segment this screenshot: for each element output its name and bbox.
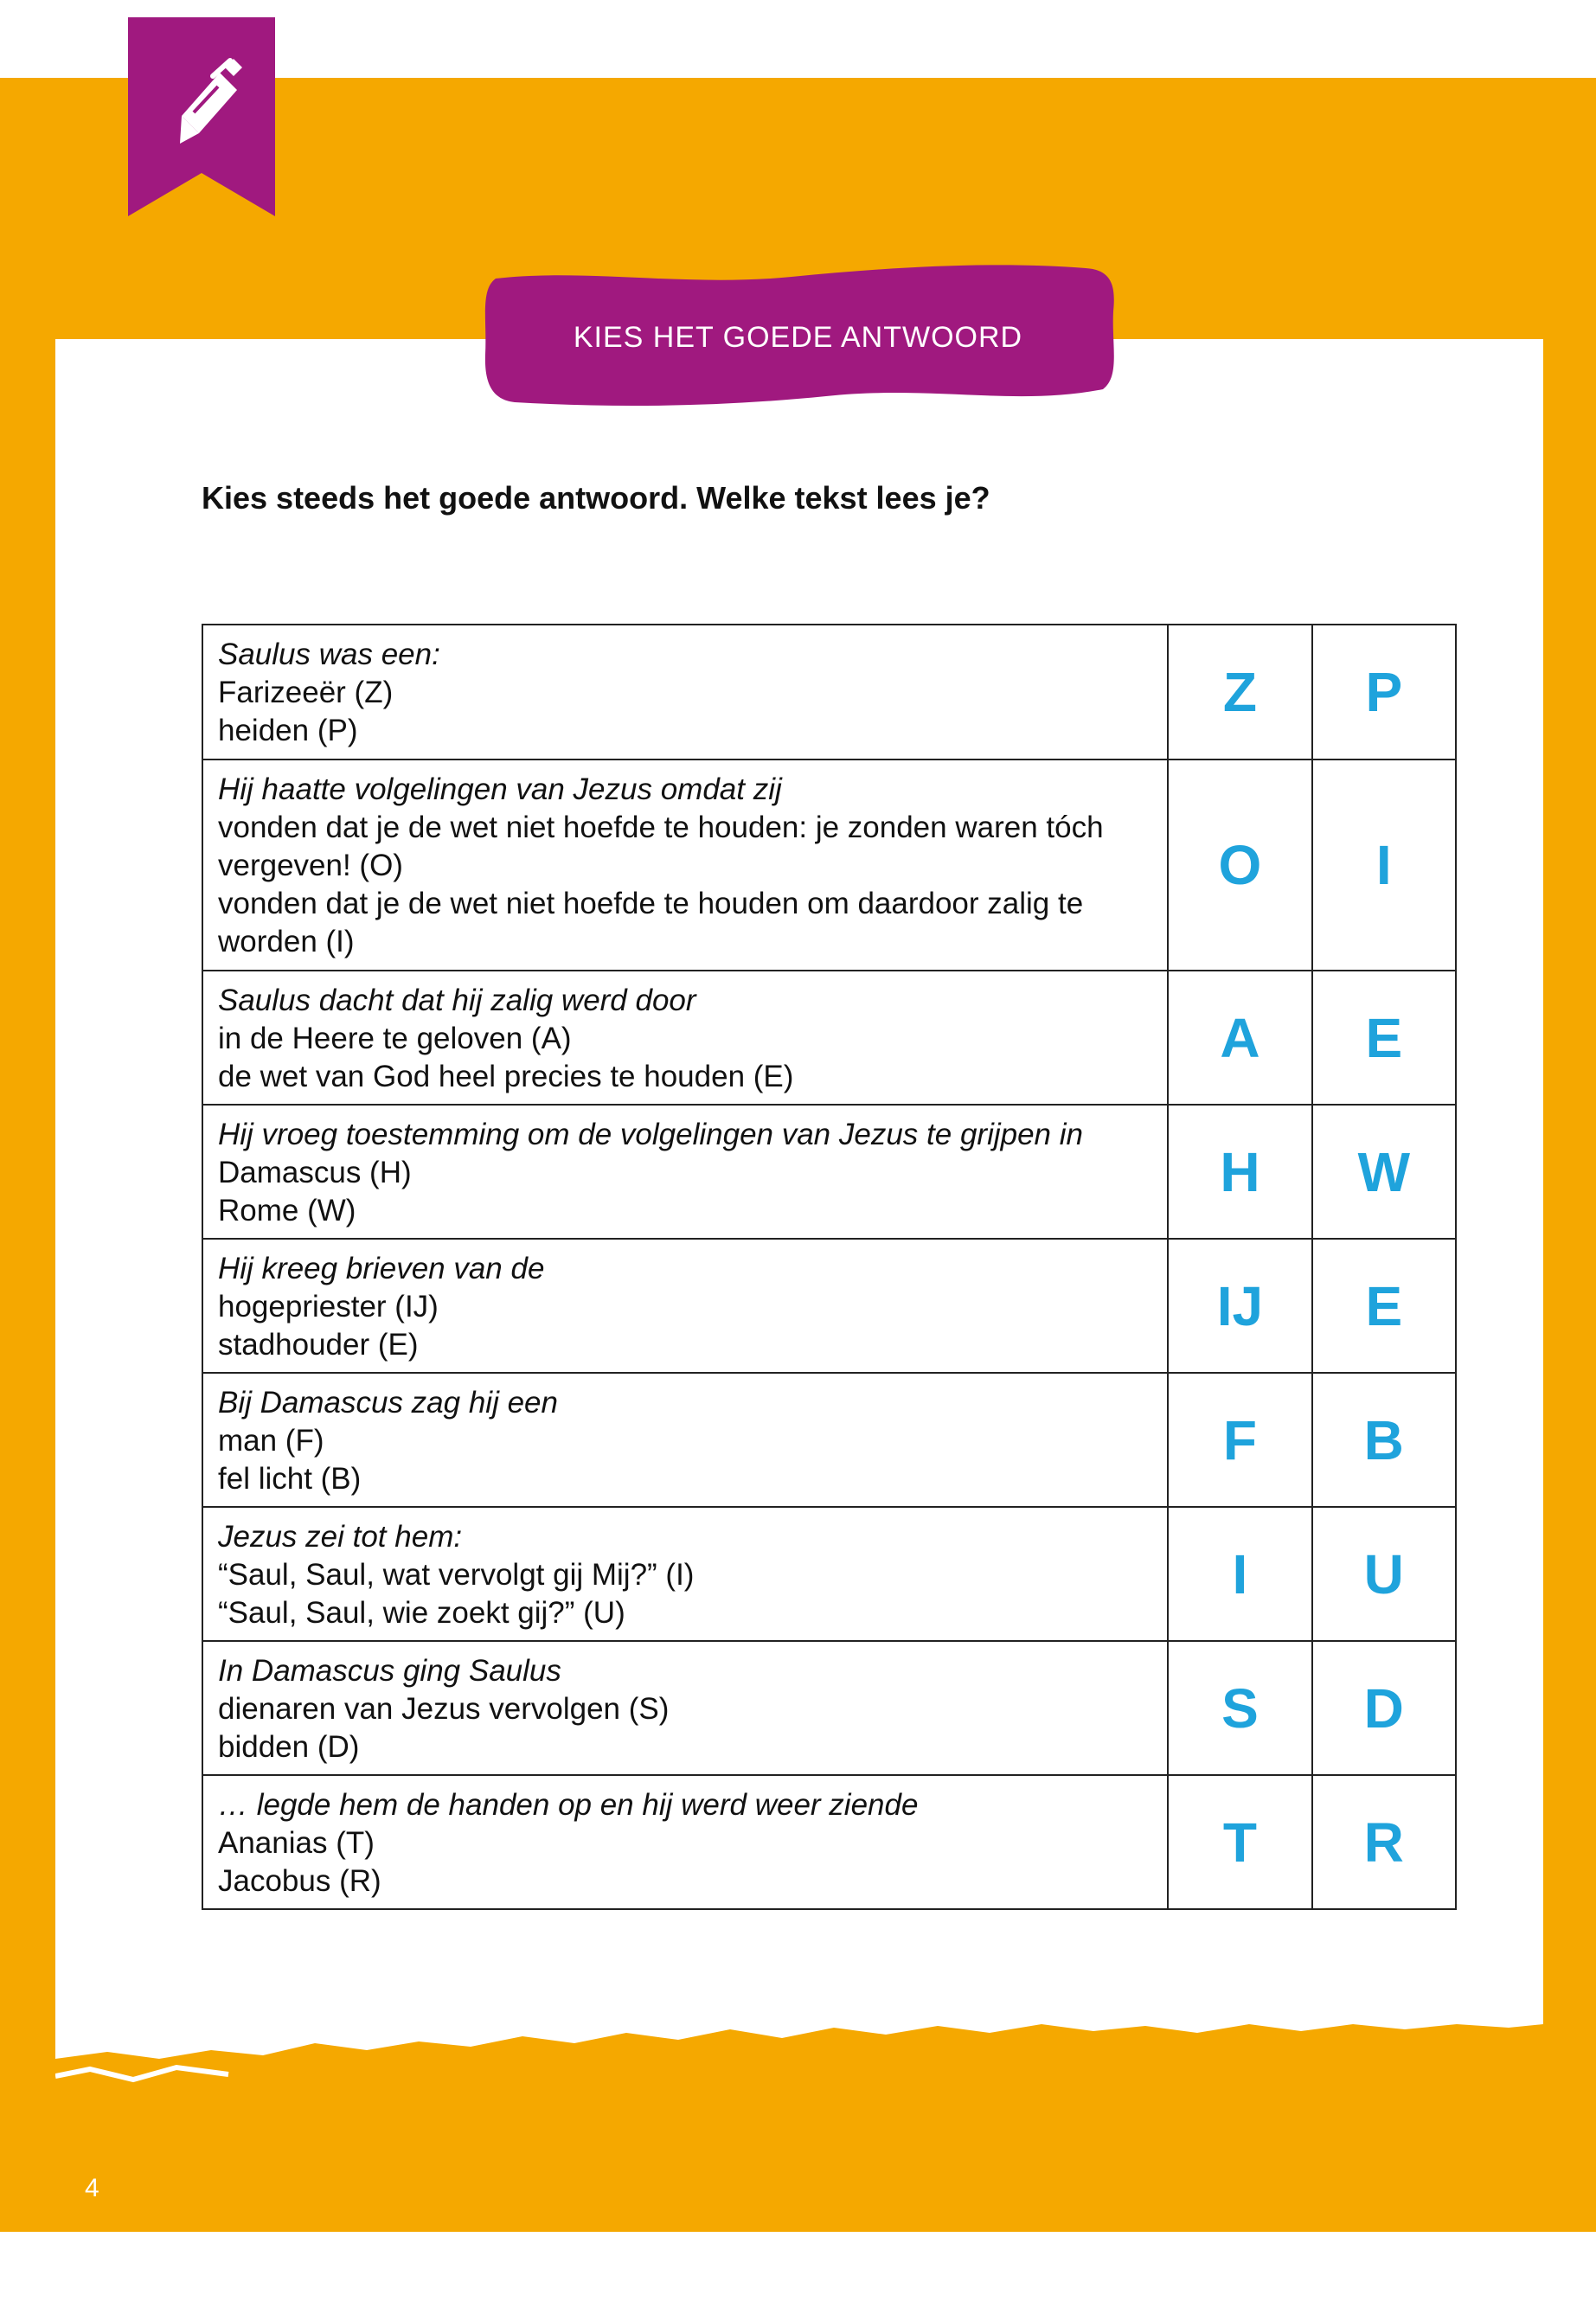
table-row	[202, 625, 1456, 760]
letter-cell: I	[1312, 760, 1456, 971]
answer-option: “Saul, Saul, wat vervolgt gij Mij?” (I)	[218, 1557, 695, 1592]
answer-option: in de Heere te geloven (A)	[218, 1021, 572, 1055]
letter-cell: Z	[1168, 625, 1311, 760]
torn-paper-edge	[55, 2024, 1543, 2180]
instruction-text: Kies steeds het goede antwoord. Welke tekst lees je?	[202, 480, 990, 516]
letter-cell: W	[1312, 1105, 1456, 1239]
letter-cell: F	[1168, 1373, 1311, 1507]
page-number: 4	[85, 2174, 99, 2202]
answer-option: Jacobus (R)	[218, 1863, 381, 1898]
question-prompt: Jezus zei tot hem:	[218, 1519, 463, 1554]
question-prompt: Hij haatte volgelingen van Jezus omdat zij	[218, 772, 782, 806]
answer-option: vonden dat je de wet niet hoefde te houden: je zonden waren tóch vergeven! (O)	[218, 811, 1104, 882]
question-prompt: … legde hem de handen op en hij werd weer ziende	[218, 1787, 919, 1822]
quiz-table	[202, 624, 1457, 1910]
letter-cell: I	[1168, 1507, 1311, 1641]
letter-cell: E	[1312, 1239, 1456, 1373]
question-prompt: Saulus dacht dat hij zalig werd door	[218, 983, 696, 1017]
answer-option: vonden dat je de wet niet hoefde te houden om daardoor zalig te worden (I)	[218, 887, 1084, 958]
question-prompt: Hij kreeg brieven van de	[218, 1251, 545, 1285]
letter-cell: D	[1312, 1641, 1456, 1775]
table-row	[202, 1775, 1456, 1909]
letter-cell: IJ	[1168, 1239, 1311, 1373]
letter-cell: E	[1312, 971, 1456, 1105]
letter-cell: A	[1168, 971, 1311, 1105]
letter-cell: P	[1312, 625, 1456, 760]
question-prompt: Hij vroeg toestemming om de volgelingen van Jezus te grijpen in	[218, 1117, 1083, 1151]
question-prompt: Bij Damascus zag hij een	[218, 1385, 558, 1420]
answer-option: Damascus (H)	[218, 1155, 412, 1189]
answer-option: Farizeeër (Z)	[218, 676, 394, 709]
question-cell	[202, 760, 1168, 971]
question-cell	[202, 625, 1168, 760]
table-row	[202, 1373, 1456, 1507]
banner-title: KIES HET GOEDE ANTWOORD	[573, 320, 1023, 354]
question-prompt: In Damascus ging Saulus	[218, 1653, 561, 1688]
question-cell	[202, 1775, 1168, 1909]
question-cell	[202, 1641, 1168, 1775]
question-cell	[202, 971, 1168, 1105]
table-row	[202, 1105, 1456, 1239]
answer-option: Rome (W)	[218, 1193, 356, 1227]
question-cell	[202, 1507, 1168, 1641]
letter-cell: B	[1312, 1373, 1456, 1507]
table-row	[202, 1239, 1456, 1373]
answer-option: hogepriester (IJ)	[218, 1289, 439, 1324]
table-row	[202, 760, 1456, 971]
answer-option: dienaren van Jezus vervolgen (S)	[218, 1691, 670, 1726]
question-prompt: Saulus was een:	[218, 638, 440, 671]
answer-option: man (F)	[218, 1423, 324, 1458]
letter-cell: U	[1312, 1507, 1456, 1641]
table-row	[202, 1507, 1456, 1641]
answer-option: heiden (P)	[218, 714, 358, 747]
bookmark-ribbon	[128, 17, 275, 216]
table-row	[202, 971, 1456, 1105]
answer-option: “Saul, Saul, wie zoekt gij?” (U)	[218, 1595, 625, 1630]
table-row	[202, 1641, 1456, 1775]
question-cell	[202, 1239, 1168, 1373]
letter-cell: O	[1168, 760, 1311, 971]
letter-cell: R	[1312, 1775, 1456, 1909]
answer-option: de wet van God heel precies te houden (E)	[218, 1059, 794, 1093]
answer-option: Ananias (T)	[218, 1825, 375, 1860]
question-cell	[202, 1373, 1168, 1507]
letter-cell: H	[1168, 1105, 1311, 1239]
answer-option: bidden (D)	[218, 1729, 360, 1764]
answer-option: fel licht (B)	[218, 1461, 362, 1496]
letter-cell: T	[1168, 1775, 1311, 1909]
question-cell	[202, 1105, 1168, 1239]
answer-option: stadhouder (E)	[218, 1327, 419, 1362]
letter-cell: S	[1168, 1641, 1311, 1775]
